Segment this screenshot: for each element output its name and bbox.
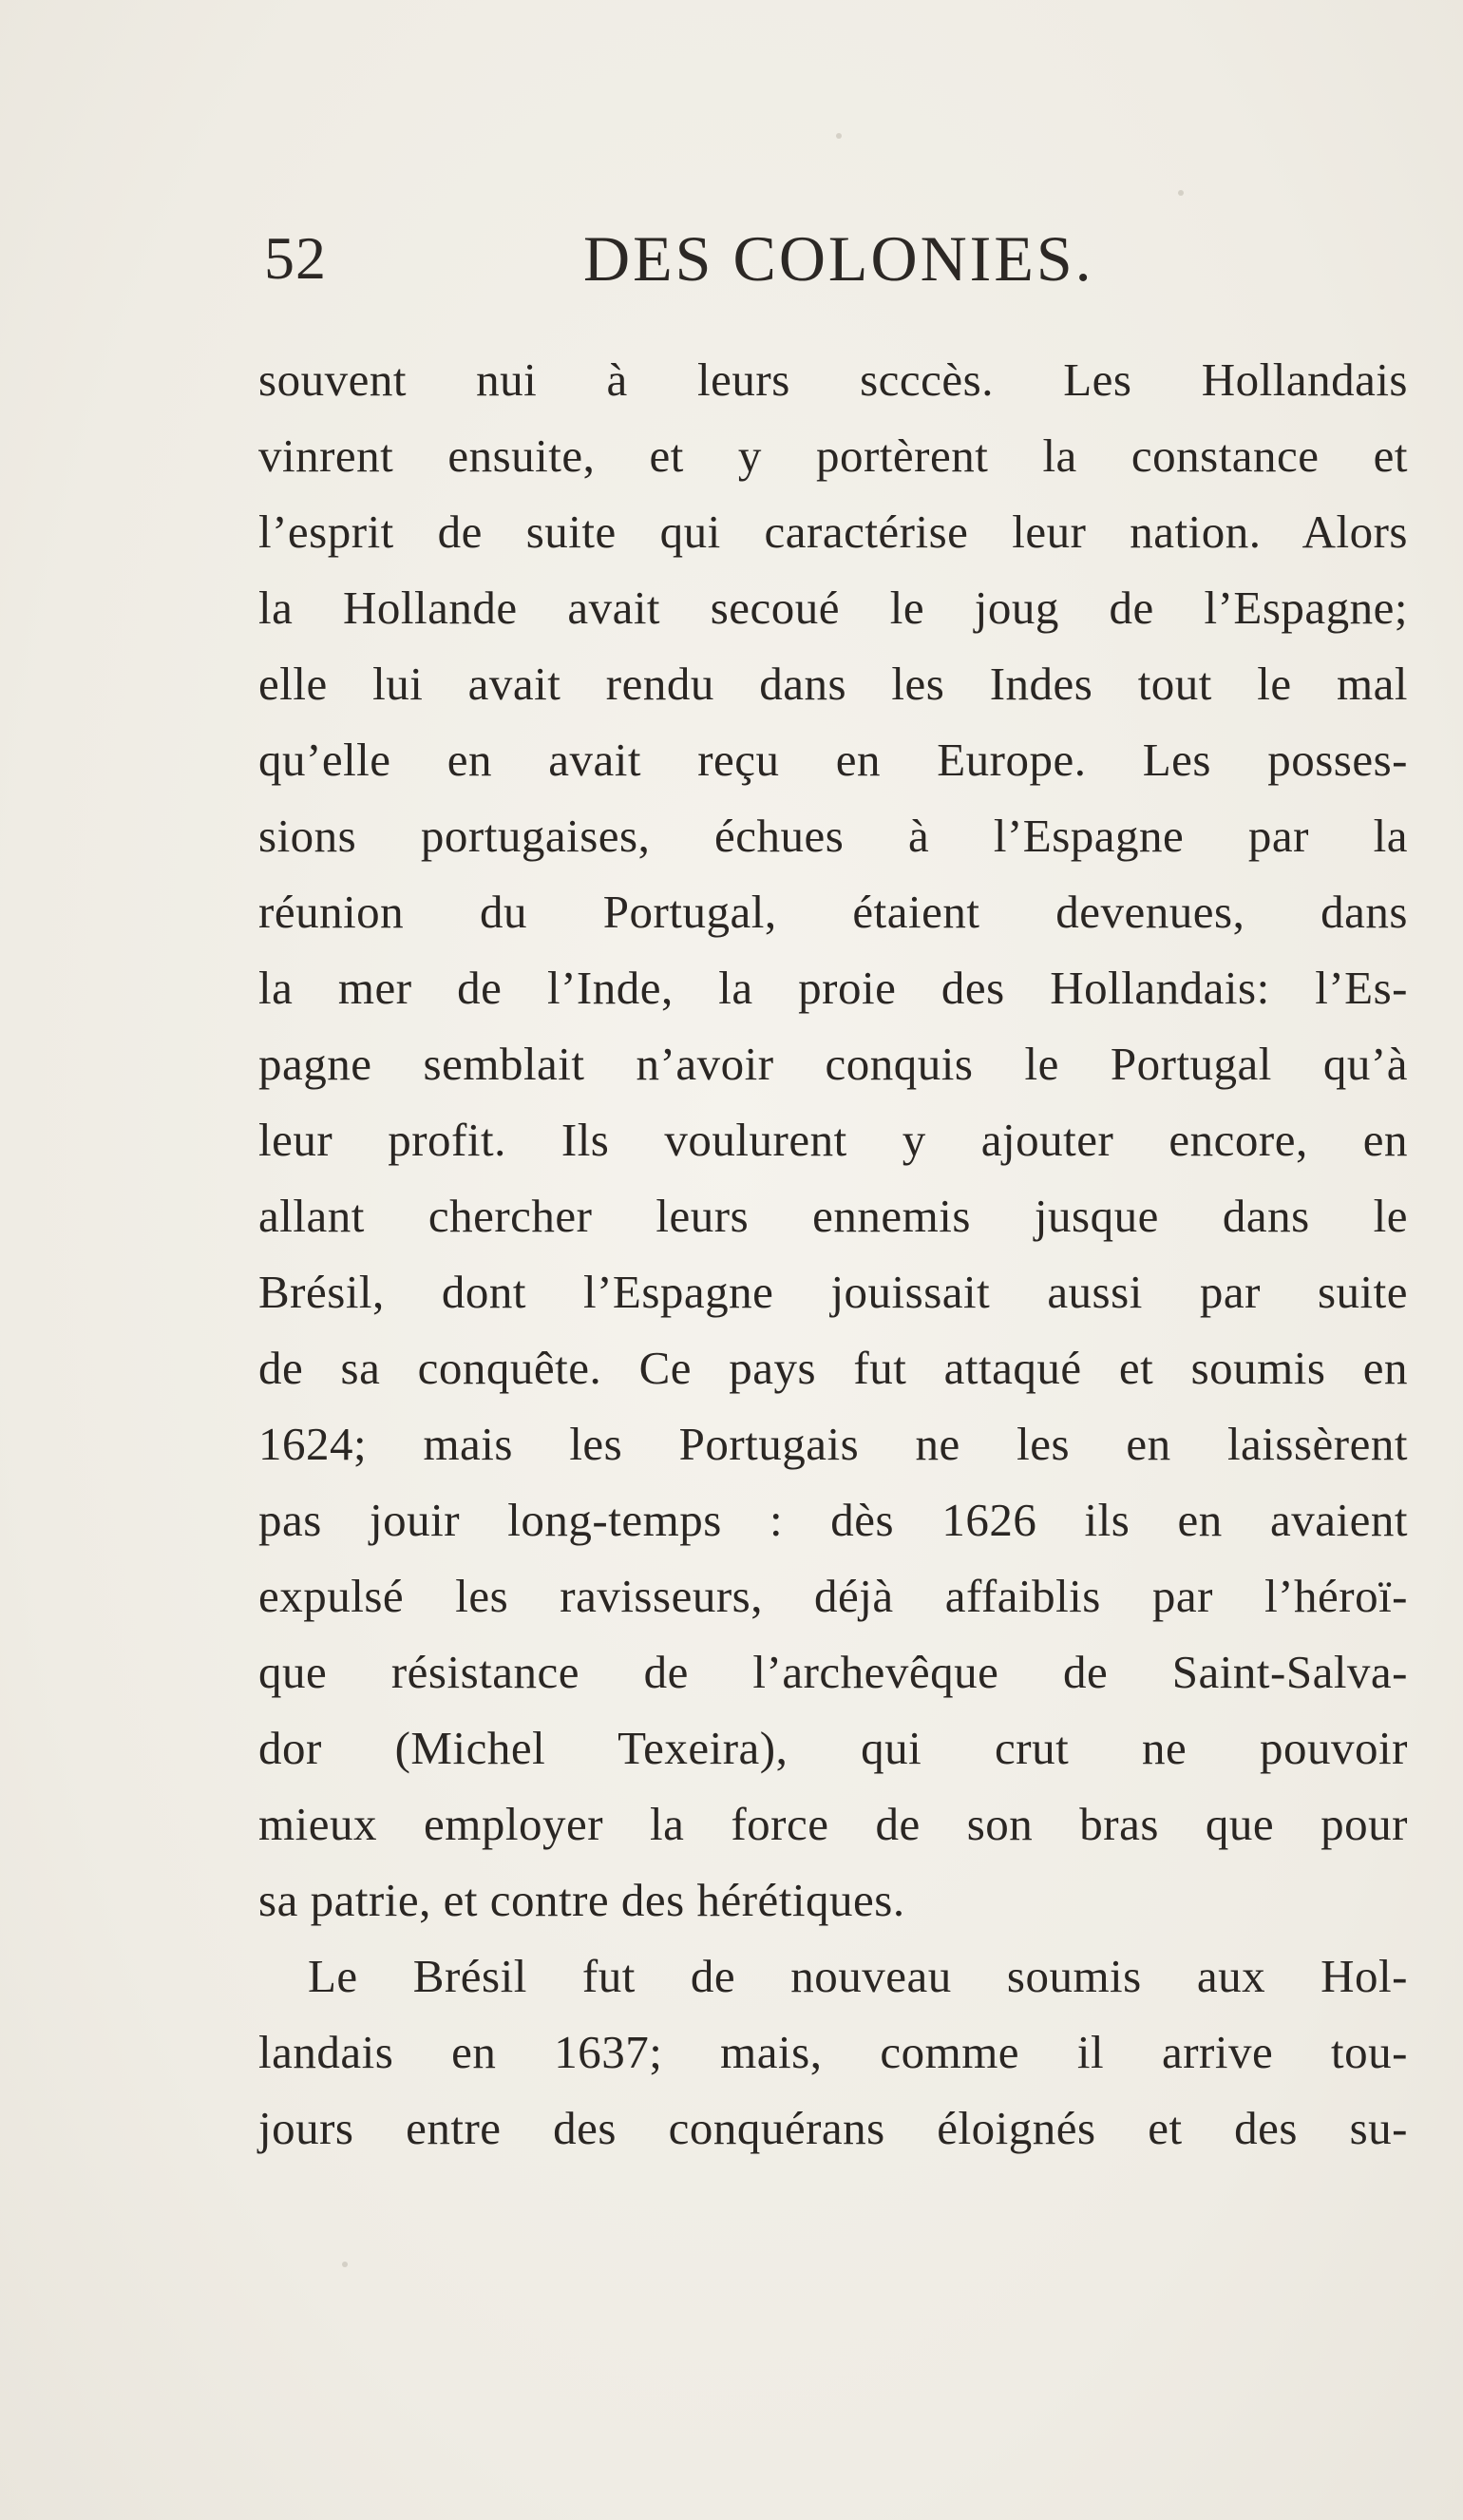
text-line: sions portugaises, échues à l’Espagne par la bbox=[258, 810, 1408, 862]
paper-speck bbox=[342, 2262, 348, 2267]
text-line: souvent nui à leurs scccès. Les Hollandais bbox=[258, 353, 1408, 406]
text-line: qu’elle en avait reçu en Europe. Les posses- bbox=[258, 734, 1408, 786]
text-line: réunion du Portugal, étaient devenues, dans bbox=[258, 886, 1408, 938]
page-header bbox=[264, 220, 1404, 306]
text-line: sa patrie, et contre des hérétiques. bbox=[258, 1874, 905, 1926]
paragraph-2 bbox=[258, 1938, 1408, 2167]
text-line: pagne semblait n’avoir conquis le Portugal qu’à bbox=[258, 1038, 1408, 1090]
text-line: vinrent ensuite, et y portèrent la constance et bbox=[258, 430, 1408, 482]
body-text bbox=[258, 342, 1408, 2167]
paper-speck bbox=[836, 133, 842, 139]
text-line: elle lui avait rendu dans les Indes tout le mal bbox=[258, 658, 1408, 710]
text-line: jours entre des conquérans éloignés et des su- bbox=[258, 2102, 1408, 2154]
text-line: l’esprit de suite qui caractérise leur nation. Alors bbox=[258, 506, 1408, 558]
text-line: la mer de l’Inde, la proie des Hollandais: l’Es- bbox=[258, 962, 1408, 1014]
paragraph-1 bbox=[258, 342, 1408, 1938]
text-line: Le Brésil fut de nouveau soumis aux Hol- bbox=[308, 1950, 1408, 2002]
page-number: 52 bbox=[264, 224, 327, 292]
text-line: Brésil, dont l’Espagne jouissait aussi par suite bbox=[258, 1266, 1408, 1318]
paper-speck bbox=[1178, 190, 1184, 196]
text-line: mieux employer la force de son bras que pour bbox=[258, 1798, 1408, 1850]
text-line: la Hollande avait secoué le joug de l’Espagne; bbox=[258, 582, 1408, 634]
text-line: dor (Michel Texeira), qui crut ne pouvoir bbox=[258, 1722, 1408, 1774]
text-line: 1624; mais les Portugais ne les en laissèrent bbox=[258, 1418, 1408, 1470]
text-line: landais en 1637; mais, comme il arrive tou- bbox=[258, 2026, 1408, 2078]
text-line: pas jouir long-temps : dès 1626 ils en avaient bbox=[258, 1494, 1408, 1546]
text-line: que résistance de l’archevêque de Saint-Salva- bbox=[258, 1646, 1408, 1698]
text-line: allant chercher leurs ennemis jusque dans le bbox=[258, 1190, 1408, 1242]
running-title: DES COLONIES. bbox=[583, 222, 1094, 295]
text-line: de sa conquête. Ce pays fut attaqué et soumis en bbox=[258, 1342, 1408, 1394]
text-line: expulsé les ravisseurs, déjà affaiblis par l’héroï- bbox=[258, 1570, 1408, 1622]
text-line: leur profit. Ils voulurent y ajouter encore, en bbox=[258, 1114, 1408, 1166]
